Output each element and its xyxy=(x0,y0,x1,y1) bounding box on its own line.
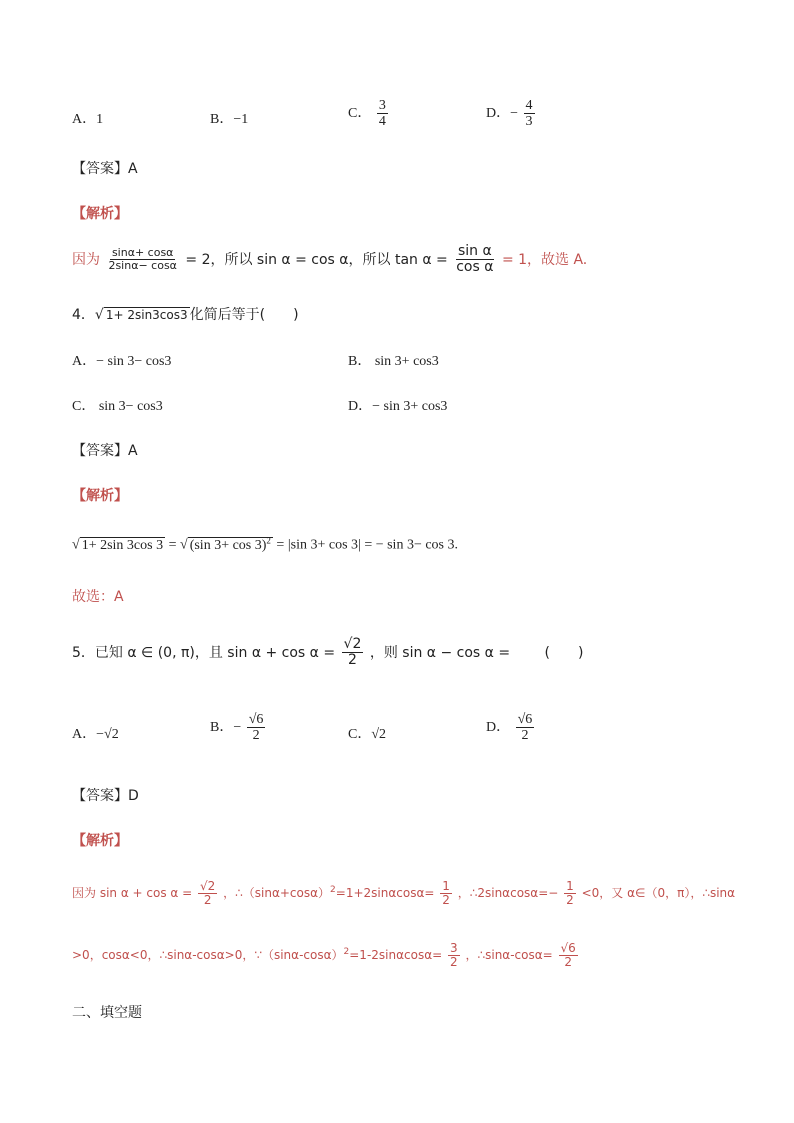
q4-analysis: √ 1+ 2sin 3cos 3 = √ (sin 3+ cos 3)$^2$ = |sin 3+ cos 3| = − sin 3− cos 3. xyxy=(72,535,459,553)
option-label: A． xyxy=(72,112,97,127)
option-label: C． xyxy=(348,106,372,122)
q5-answer: 【答案】D xyxy=(72,788,139,804)
q5-analysis-title: 【解析】 xyxy=(72,833,128,849)
option-value: −1 xyxy=(233,112,249,127)
section-title: 二、填空题 xyxy=(72,1005,142,1021)
q3-option-d: D．− $\frac{4}{3}$ xyxy=(486,98,533,130)
q4-option-a: A．− sin 3− cos3 xyxy=(72,354,172,369)
option-label: D． xyxy=(486,106,511,122)
q5-option-d: D． $\frac{√6}{2}$ xyxy=(486,712,533,744)
q4-stem: 4．√ 1+ 2sin3cos3 化简后等于( ) xyxy=(72,307,299,323)
q4-answer: 【答案】A xyxy=(72,443,138,459)
q3-analysis: 因为 $\frac{\sin\alpha+ \cos\alpha}{2\sin\alpha- \cos\alpha}$ = 2，所以 sin α = cos α，所以 tan α = $\frac{\text{sin α}}{\text{cos α}}$ = 1，故选 A. xyxy=(72,243,588,276)
q4-option-c: C． sin 3− cos3 xyxy=(72,399,163,414)
q3-option-c xyxy=(348,98,390,130)
option-value: 1 xyxy=(96,112,104,127)
q5-analysis-line1: 因为 sin α + cos α = $\frac{√2}{2}$ ，$\therefore(\sin\alpha+\cos\alpha)^2=1+2\sin\alpha\cos\alpha=$ $\frac{1}{2}$ ，∴2sinαcosα=− $\frac{1}{2}$ <0，又 α∈（0，π），∴sinα xyxy=(72,879,736,908)
q4-option-d: D．− sin 3+ cos3 xyxy=(348,399,448,414)
q3-answer: 【答案】A xyxy=(72,161,138,177)
q5-option-c: C．√2 xyxy=(348,727,387,742)
q5-option-b: B．− $\frac{√6}{2}$ xyxy=(210,712,264,744)
q4-option-b: B． sin 3+ cos3 xyxy=(348,354,439,369)
q5-stem: 5．已知 α ∈ (0, π)，且 sin α + cos α = $\frac{√2}{2}$ ，则 sin α − cos α = ( ) xyxy=(72,636,584,669)
q4-analysis-title: 【解析】 xyxy=(72,488,128,504)
option-fraction: $\frac{4}{3}$ xyxy=(525,98,533,130)
q5-option-a: A．−√2 xyxy=(72,727,119,742)
option-label: B． xyxy=(210,112,234,127)
q3-analysis-title: 【解析】 xyxy=(72,206,128,222)
q3-option-a xyxy=(72,108,103,128)
q5-analysis-line2: >0，cosα<0，∴sinα-cosα>0，$\because(\sin\alpha-\cos\alpha)^2=1-2\sin\alpha\cos\alpha=$ $\frac{3}{2}$ ，∴sinα-cosα= $\frac{√6}{2}$ xyxy=(72,941,576,970)
q4-conclusion: 故选：A xyxy=(72,589,124,605)
option-fraction: $\frac{3}{4}$ xyxy=(378,98,386,130)
q3-option-b xyxy=(210,108,248,128)
